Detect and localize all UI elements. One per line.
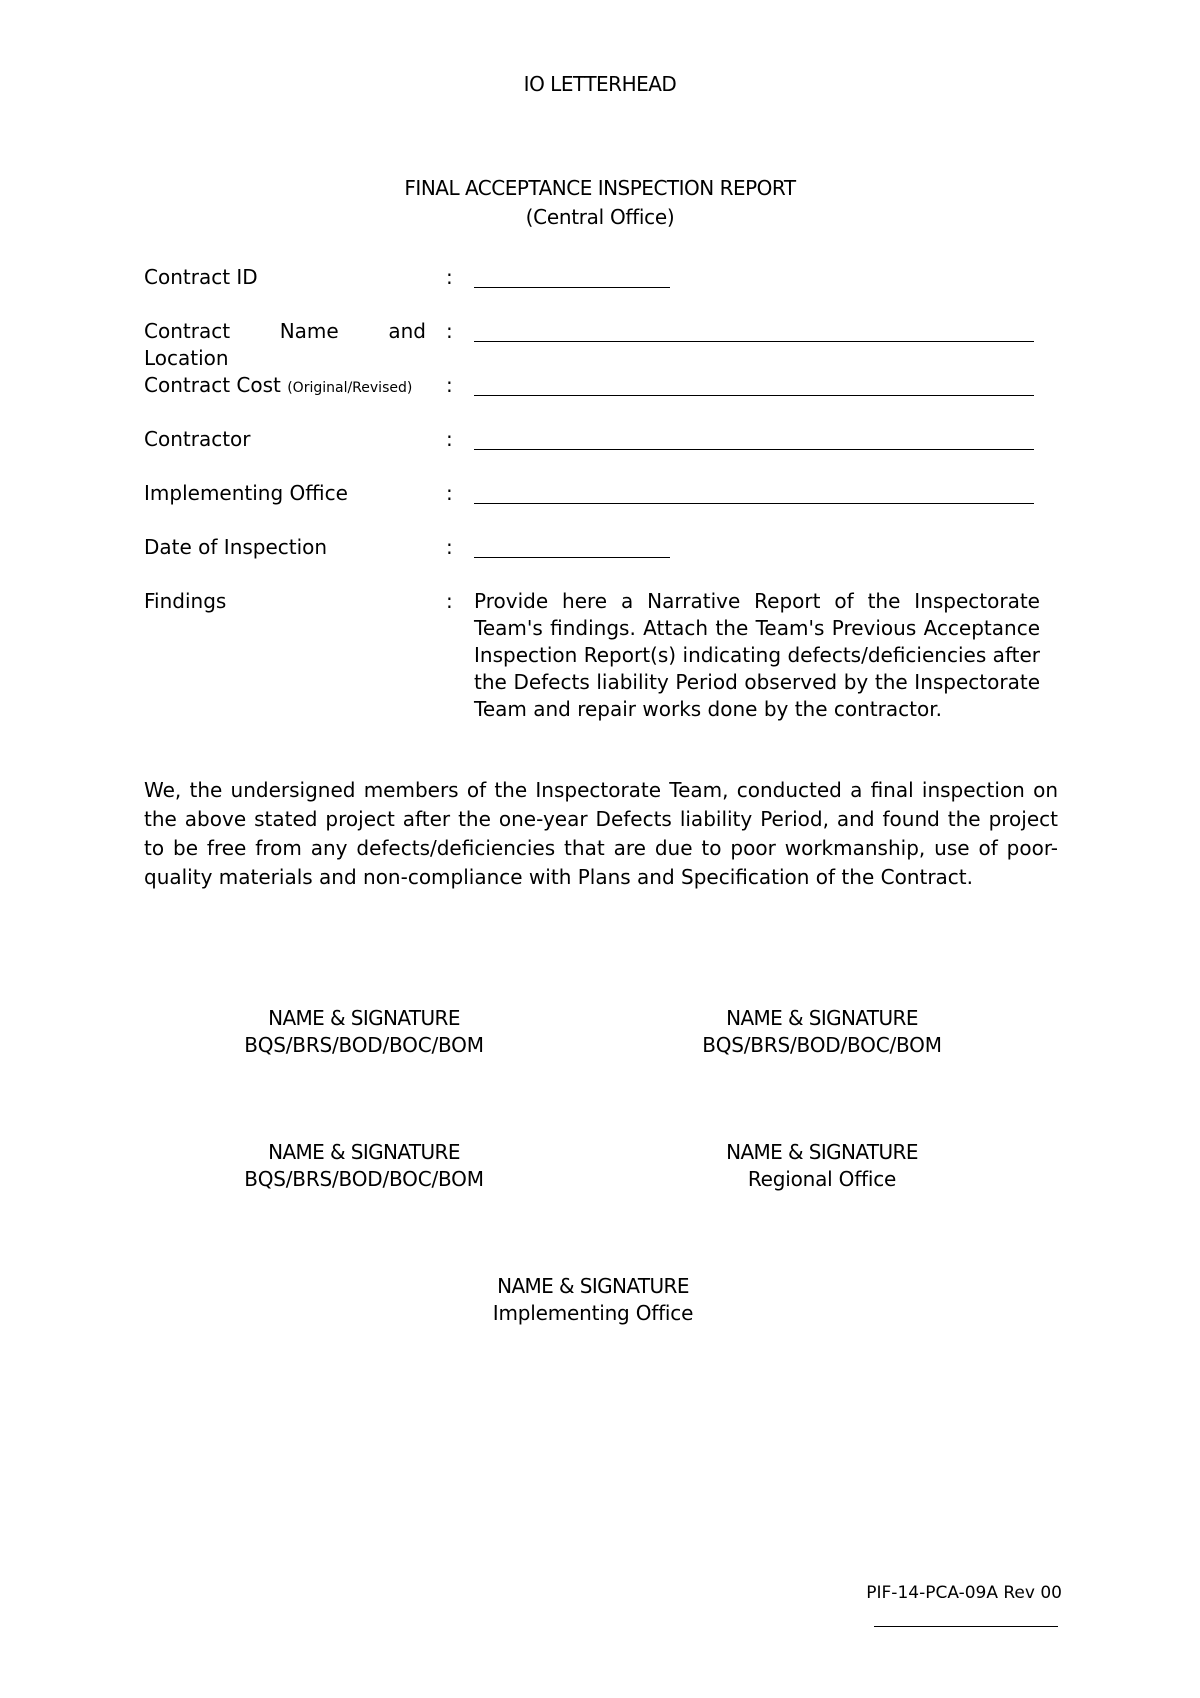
signature-name: NAME & SIGNATURE [268, 1006, 460, 1030]
signature-block-5 [423, 1273, 763, 1327]
field-colon: : [446, 589, 453, 613]
field-label [144, 372, 426, 402]
signature-name: NAME & SIGNATURE [726, 1140, 918, 1164]
contract-id-blank[interactable] [474, 287, 670, 288]
signature-role: Regional Office [747, 1167, 897, 1191]
certification-statement: We, the undersigned members of the Inspectorate Team, conducted a final inspection on the above stated project after the one-year Defects liability Period, and found the project to be free from any defects/deficiencies that are due to poor workmanship, use of poor-quality materials and non-compliance with Plans and Specification of the Contract. [144, 778, 1058, 889]
form-code: PIF-14-PCA-09A Rev 00 [866, 1583, 1062, 1603]
signature-role: BQS/BRS/BOD/BOC/BOM [244, 1167, 484, 1191]
field-label: Location [144, 346, 229, 370]
field-label: Contract Name and [144, 319, 426, 343]
signature-block-4 [652, 1139, 992, 1193]
date-of-inspection-blank[interactable] [474, 557, 670, 558]
signature-name: NAME & SIGNATURE [726, 1006, 918, 1030]
signature-block-3 [194, 1139, 534, 1193]
signature-role: Implementing Office [492, 1301, 694, 1325]
field-colon: : [446, 265, 453, 289]
field-label: Contract ID [144, 265, 258, 289]
footer-rule [874, 1626, 1058, 1627]
report-subtitle: (Central Office) [525, 205, 675, 229]
implementing-office-blank[interactable] [474, 503, 1034, 504]
signature-block-1 [194, 1005, 534, 1059]
field-label: Implementing Office [144, 481, 348, 505]
signature-role: BQS/BRS/BOD/BOC/BOM [244, 1033, 484, 1057]
signature-block-2 [652, 1005, 992, 1059]
signature-name: NAME & SIGNATURE [268, 1140, 460, 1164]
field-colon: : [446, 427, 453, 451]
contract-name-blank[interactable] [474, 341, 1034, 342]
field-label: Contractor [144, 427, 251, 451]
field-label-main: Contract Cost [144, 373, 281, 397]
field-colon: : [446, 481, 453, 505]
field-label: Findings [144, 589, 227, 613]
report-title: FINAL ACCEPTANCE INSPECTION REPORT [404, 176, 796, 200]
contractor-blank[interactable] [474, 449, 1034, 450]
field-colon: : [446, 319, 453, 343]
signature-name: NAME & SIGNATURE [497, 1274, 689, 1298]
field-colon: : [446, 535, 453, 559]
signature-role: BQS/BRS/BOD/BOC/BOM [702, 1033, 942, 1057]
findings-instructions: Provide here a Narrative Report of the Inspectorate Team's findings. Attach the Team's Previous Acceptance Inspection Report(s) indicating defects/deficiencies after the Defects liability Period observed by the Inspectorate Team and repair works done by the contractor. [474, 589, 1040, 721]
field-colon: : [446, 373, 453, 397]
contract-cost-blank[interactable] [474, 395, 1034, 396]
field-label-small: (Original/Revised) [287, 380, 413, 396]
letterhead: IO LETTERHEAD [523, 72, 677, 96]
field-label: Date of Inspection [144, 535, 328, 559]
